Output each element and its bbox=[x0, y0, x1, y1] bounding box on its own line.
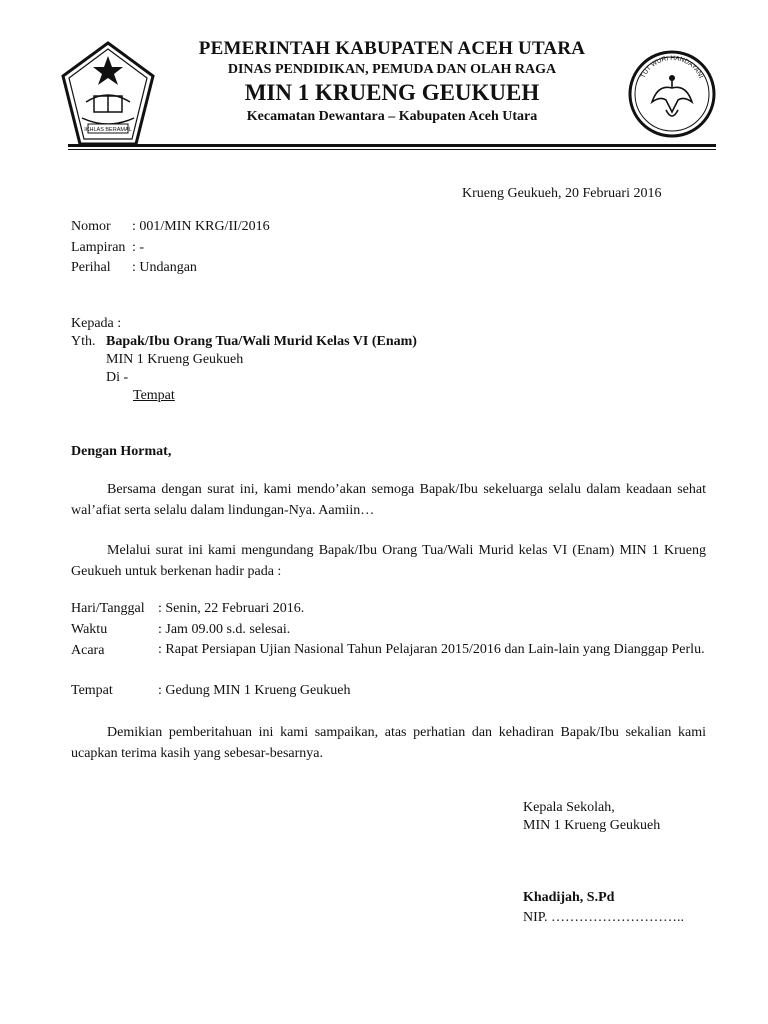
lampiran-value: : - bbox=[132, 240, 145, 255]
paragraph-closing: Demikian pemberitahuan ini kami sampaikan, atas perhatian dan kehadiran Bapak/Ibu sekalian kami ucapkan terima kasih yang sebesar-besarnya. bbox=[71, 725, 706, 761]
recipient-tempat: Tempat bbox=[133, 388, 175, 403]
signature-title: Kepala Sekolah, bbox=[523, 800, 615, 815]
perihal-label: Perihal bbox=[71, 260, 111, 275]
nomor-value: : 001/MIN KRG/II/2016 bbox=[132, 219, 270, 234]
kemenag-emblem-logo bbox=[60, 40, 156, 150]
detail-value-waktu: : Jam 09.00 s.d. selesai. bbox=[158, 622, 291, 637]
kop-government-name: PEMERINTAH KABUPATEN ACEH UTARA bbox=[198, 38, 586, 59]
tut-wuri-handayani-text: TUT WURI HANDAYANI bbox=[639, 54, 705, 80]
signature-nip: NIP. ……………………….. bbox=[523, 910, 685, 925]
kop-school-name: MIN 1 KRUENG GEUKUEH bbox=[244, 80, 540, 105]
signature-school: MIN 1 Krueng Geukueh bbox=[523, 818, 661, 833]
detail-value-acara: : Rapat Persiapan Ujian Nasional Tahun Pelajaran 2015/2016 dan Lain-lain yang Dianggap Perlu. bbox=[158, 642, 705, 657]
kop-address: Kecamatan Dewantara – Kabupaten Aceh Utara bbox=[246, 109, 538, 124]
recipient-school: MIN 1 Krueng Geukueh bbox=[106, 352, 244, 367]
tut-wuri-handayani-logo bbox=[628, 50, 716, 138]
letterhead-rule-thin bbox=[68, 149, 716, 150]
recipient-di: Di - bbox=[106, 370, 129, 385]
recipient-name: Bapak/Ibu Orang Tua/Wali Murid Kelas VI (Enam) bbox=[106, 334, 417, 349]
yth-label: Yth. bbox=[71, 334, 96, 349]
paragraph-invitation: Melalui surat ini kami mengundang Bapak/Ibu Orang Tua/Wali Murid kelas VI (Enam) MIN 1 Krueng Geukueh untuk berkenan hadir pada : bbox=[71, 543, 706, 579]
nomor-label: Nomor bbox=[71, 219, 111, 234]
lampiran-label: Lampiran bbox=[71, 240, 126, 255]
perihal-value: : Undangan bbox=[132, 260, 197, 275]
kop-department-name: DINAS PENDIDIKAN, PEMUDA DAN OLAH RAGA bbox=[227, 62, 557, 77]
signature-name: Khadijah, S.Pd bbox=[523, 890, 615, 905]
detail-value-hari: : Senin, 22 Februari 2016. bbox=[158, 601, 305, 616]
detail-label-hari: Hari/Tanggal bbox=[71, 601, 145, 616]
letter-date: Krueng Geukueh, 20 Februari 2016 bbox=[462, 186, 662, 201]
detail-label-acara: Acara bbox=[71, 643, 105, 658]
detail-value-tempat: : Gedung MIN 1 Krueng Geukueh bbox=[158, 683, 351, 698]
detail-label-waktu: Waktu bbox=[71, 622, 108, 637]
kepada-label: Kepada : bbox=[71, 316, 122, 331]
kemenag-emblem-text: IKHLAS BERAMAL bbox=[84, 127, 132, 133]
paragraph-greeting: Bersama dengan surat ini, kami mendo’akan semoga Bapak/Ibu sekeluarga selalu dalam keadaan sehat wal’afiat serta selalu dalam lindungan-Nya. Aamiin… bbox=[71, 482, 706, 518]
detail-label-tempat: Tempat bbox=[71, 683, 113, 698]
letterhead-rule-thick bbox=[68, 144, 716, 147]
salutation: Dengan Hormat, bbox=[71, 444, 172, 459]
